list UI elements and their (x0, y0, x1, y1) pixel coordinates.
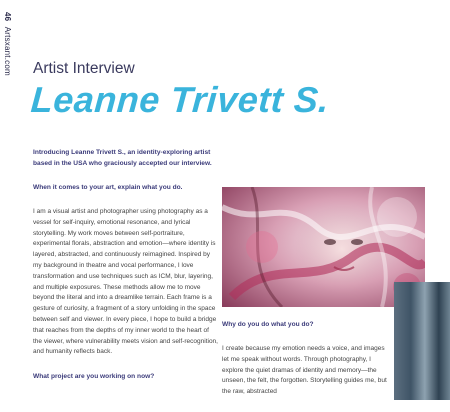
section-label: Artist Interview (33, 60, 135, 77)
question-1: When it comes to your art, explain what you do. (33, 184, 183, 191)
question-3: Why do you do what you do? (222, 321, 314, 328)
side-running-label (3, 12, 12, 76)
page-number: 46 (3, 12, 12, 22)
adjacent-photo-strip (394, 282, 450, 400)
publication-name: Artsxant.com (3, 26, 12, 76)
intro-paragraph: Introducing Leanne Trivett S., an identity-exploring artist based in the USA who graciously accepted our interview. (33, 149, 212, 167)
artist-name-title: Leanne Trivett S. (29, 79, 331, 120)
question-2: What project are you working on now? (33, 373, 155, 381)
left-column (33, 148, 218, 396)
answer-1: I am a visual artist and photographer using photography as a vessel for self-inquiry, emotional resonance, and lyrical storytelling. My work moves between self-portraiture, experimental florals, abstraction and emotion—where identity is layered, abstracted, and continuously reimagined. Inspired by my background in theatre and vocal performance, I love transformation and use techniques such as ICM, blur, layering, and multiple exposures. These methods allow me to move beyond the literal and into a dreamlike terrain. Each frame is a gesture of curiosity, a fragment of a story unfolding in the space between self and viewer. In every piece, I hope to build a bridge that reaches from the depths of my inner world to the heart of the viewer, where vulnerability meets vision and self-recognition, and humanity reflects back. (33, 208, 218, 356)
right-column (222, 320, 392, 412)
answer-3: I create because my emotion needs a voice, and images let me speak without words. Through photography, I explore the quiet dramas of identity and memory—the unseen, the felt, the forgotten. Storytelling guides me, but the raw, abstracted (222, 345, 387, 396)
